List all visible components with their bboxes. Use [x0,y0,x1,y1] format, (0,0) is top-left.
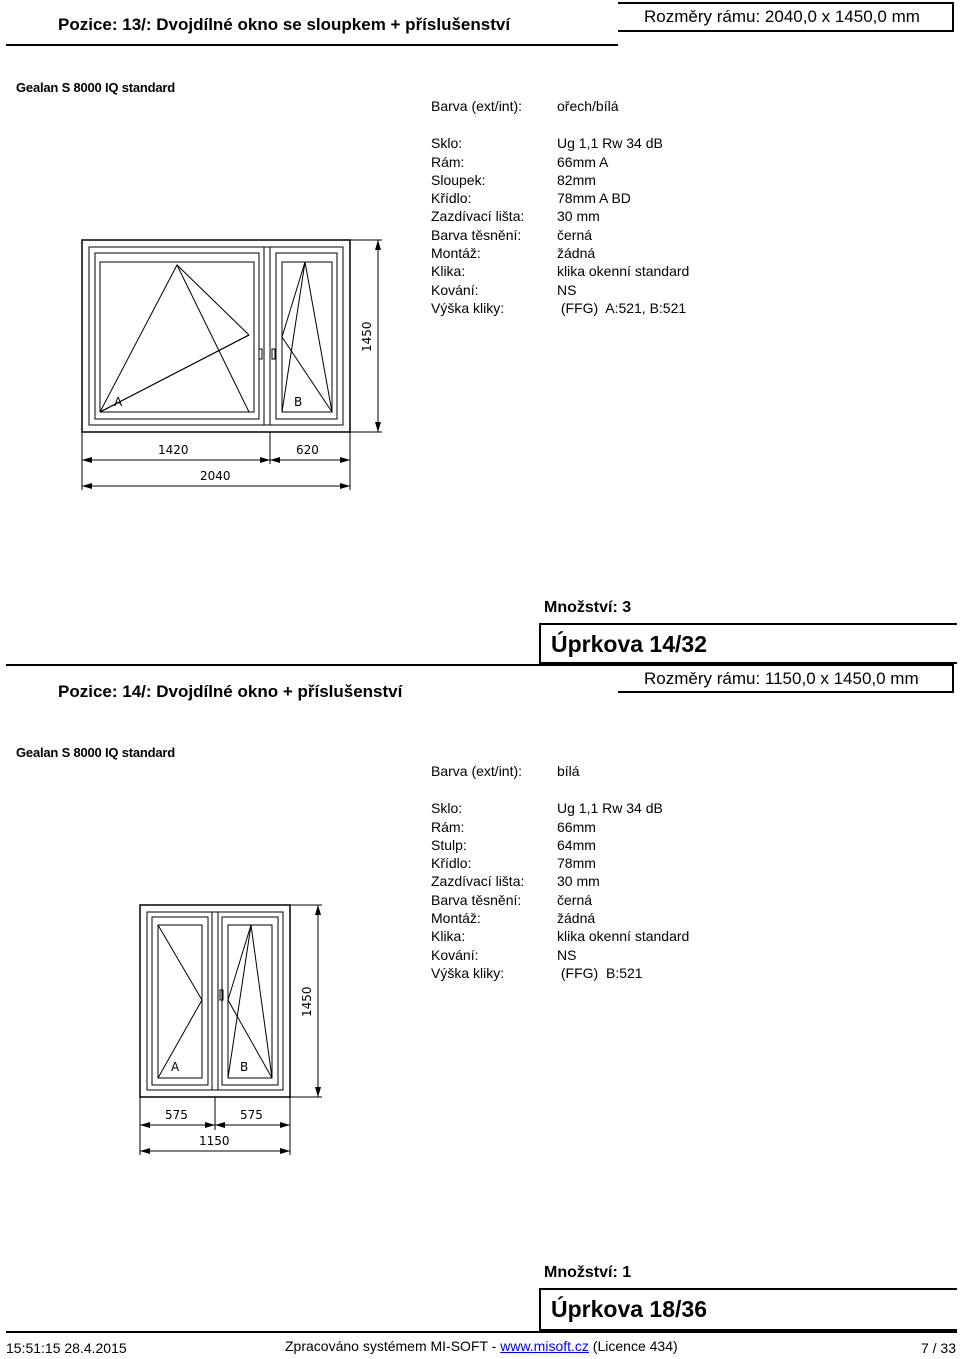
height-dim: 1450 [360,321,374,352]
spec-value: černá [557,891,593,908]
spec-label: Sklo: [431,135,463,152]
spec-label: Křídlo: [431,855,472,872]
width-dim-1: 575 [165,1108,188,1122]
spec-value: žádná [557,910,596,927]
spec-label: Sklo: [431,800,463,817]
uprkova-box-14 [539,1288,957,1331]
quantity-14: Množství: 1 [544,1264,632,1281]
spec-label: Křídlo: [431,190,472,207]
spec-value: NS [557,946,577,963]
footer-processed-by [285,1338,678,1354]
product-model: Gealan S 8000 IQ standard [16,745,176,760]
width-dim-2: 620 [296,443,319,457]
spec-label: Montáž: [431,910,481,927]
total-width-dim: 1150 [199,1134,230,1148]
footer-link[interactable]: www.misoft.cz [500,1338,589,1354]
spec-value: 30 mm [557,873,600,890]
spec-value: klika okenní standard [557,263,690,280]
spec-value: ořech/bílá [557,98,619,114]
spec-value: klika okenní standard [557,928,690,945]
total-width-dim: 2040 [200,469,231,483]
spec-label: Zazdívací lišta: [431,208,525,225]
spec-value: 66mm [557,818,596,835]
sash-label-a: A [114,395,123,409]
footer-processed-text: Zpracováno systémem MI-SOFT - [285,1338,501,1354]
spec-value: 30 mm [557,208,600,225]
uprkova-text: Úprkova 14/32 [551,631,707,657]
position-13-frame-dimensions [618,2,954,32]
sash-label-a: A [171,1060,180,1074]
product-model: Gealan S 8000 IQ standard [16,80,176,95]
spec-label: Barva těsnění: [431,226,522,243]
spec-value: žádná [557,245,596,262]
window-drawing-14 [0,900,340,1160]
footer-datetime: 15:51:15 28.4.2015 [6,1340,127,1356]
footer-page-number: 7 / 33 [920,1340,956,1356]
spec-label: Rám: [431,153,465,170]
position-14-specs [431,762,689,982]
spec-label: Barva (ext/int): [431,98,523,114]
spec-label: Zazdívací lišta: [431,873,525,890]
spec-value: Ug 1,1 Rw 34 dB [557,135,663,152]
spec-label: Barva (ext/int): [431,763,523,779]
position-13-specs [431,97,689,317]
frame-dimensions-text: Rozměry rámu: 1150,0 x 1450,0 mm [644,669,919,688]
width-dim-1: 1420 [158,443,189,457]
spec-label: Kování: [431,281,479,298]
uprkova-box-13 [539,623,957,664]
spec-label: Výška kliky: [431,299,505,316]
spec-label: Klika: [431,928,466,945]
position-13-title: Pozice: 13/: Dvojdílné okno se sloupkem + příslušenství [58,15,511,34]
spec-value: 78mm [557,855,596,872]
footer-license: (Licence 434) [588,1338,678,1354]
spec-value: (FFG) A:521, B:521 [557,299,687,316]
spec-label: Barva těsnění: [431,891,522,908]
height-dim: 1450 [300,986,314,1017]
uprkova-text: Úprkova 18/36 [551,1296,707,1322]
position-14-frame-dimensions [618,664,954,693]
spec-label: Kování: [431,946,479,963]
position-14-title: Pozice: 14/: Dvojdílné okno + příslušenství [58,682,403,701]
spec-value: (FFG) B:521 [557,964,643,981]
spec-value: 66mm A [557,153,609,170]
spec-label: Klika: [431,263,466,280]
spec-label: Stulp: [431,836,467,853]
spec-value: Ug 1,1 Rw 34 dB [557,800,663,817]
sash-label-b: B [240,1060,249,1074]
spec-value: bílá [557,763,580,779]
spec-value: 82mm [557,171,596,188]
spec-value: NS [557,281,577,298]
spec-label: Rám: [431,818,465,835]
spec-value: 64mm [557,836,596,853]
spec-value: černá [557,226,593,243]
frame-dimensions-text: Rozměry rámu: 2040,0 x 1450,0 mm [644,7,920,26]
window-drawing-13 [0,230,400,495]
spec-label: Sloupek: [431,171,486,188]
width-dim-2: 575 [240,1108,263,1122]
spec-label: Výška kliky: [431,964,505,981]
quantity-13: Množství: 3 [544,599,632,616]
sash-label-b: B [294,395,303,409]
spec-label: Montáž: [431,245,481,262]
spec-value: 78mm A BD [557,190,631,207]
